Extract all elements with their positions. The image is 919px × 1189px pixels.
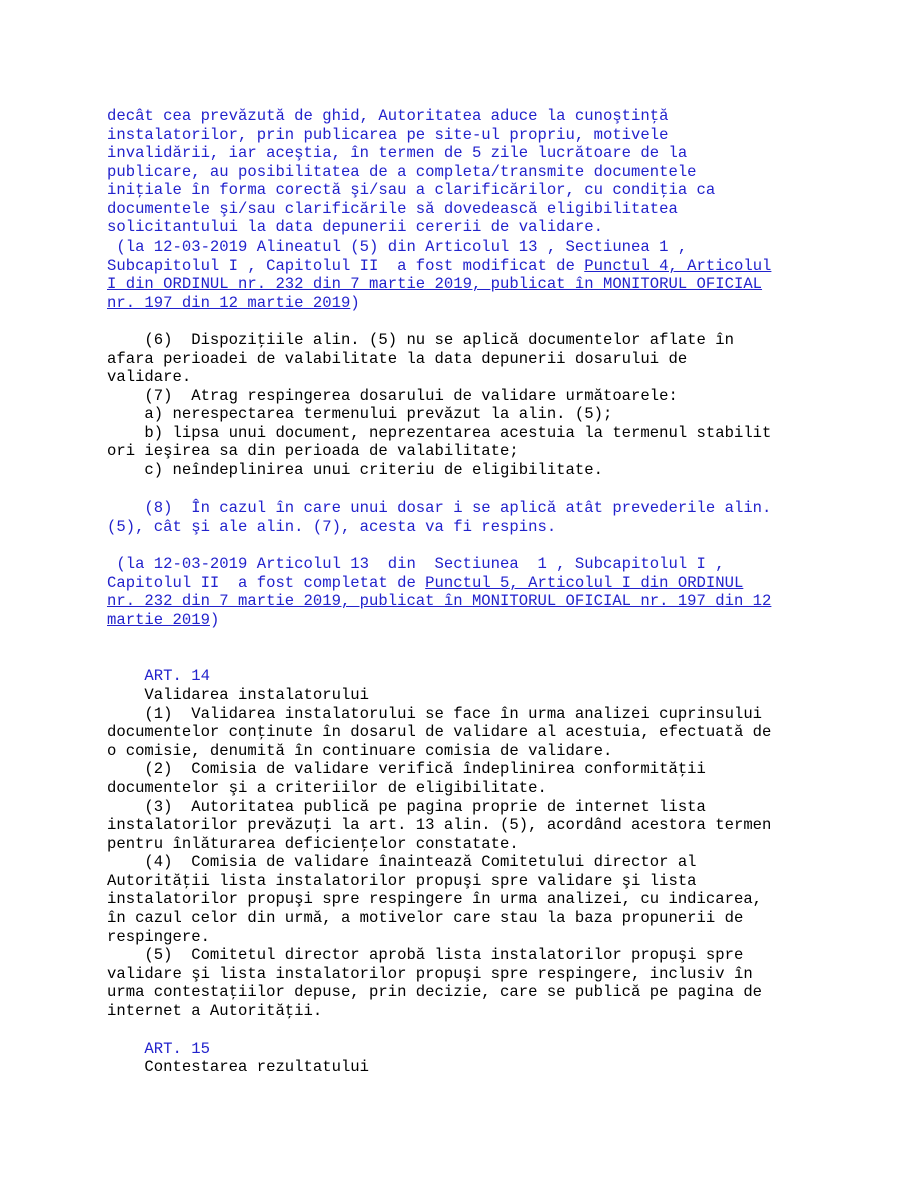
text-line: (7) Atrag respingerea dosarului de validare următoarele: — [107, 387, 678, 405]
amendment-note: (la 12-03-2019 Alineatul (5) din Articolul 13 , Sectiunea 1 , — [107, 238, 688, 256]
text-line: (4) Comisia de validare înaintează Comitetului director al — [107, 853, 697, 871]
note-text: Capitolul II a fost completat de — [107, 574, 426, 592]
text-line: afara perioadei de valabilitate la data depunerii dosarului de — [107, 350, 688, 368]
text-line: (6) Dispoziţiile alin. (5) nu se aplică documentelor aflate în — [107, 331, 734, 349]
text-line: ori ieşirea sa din perioada de valabilitate; — [107, 442, 519, 460]
text-line: (8) În cazul în care unui dosar i se aplică atât prevederile alin. — [107, 499, 772, 517]
amendment-link[interactable]: Punctul 5, Articolul I din ORDINUL — [425, 574, 744, 592]
amendment-note — [107, 257, 771, 276]
text-line: documentelor conţinute în dosarul de validare al acestuia, efectuată de — [107, 723, 772, 741]
text-line: (5), cât şi ale alin. (7), acesta va fi respins. — [107, 518, 557, 536]
amendment-link[interactable]: Punctul 4, Articolul — [584, 257, 772, 275]
text-line: (1) Validarea instalatorului se face în urma analizei cuprinsului — [107, 705, 763, 723]
text-line: (3) Autoritatea publică pe pagina proprie de internet lista — [107, 798, 706, 816]
text-line: instalatorilor prevăzuţi la art. 13 alin. (5), acordând acestora termen — [107, 816, 772, 834]
amendment-link[interactable]: nr. 197 din 12 martie 2019 — [107, 294, 351, 312]
text-line: în cazul celor din urmă, a motivelor care stau la baza propunerii de — [107, 909, 744, 927]
note-text: Subcapitolul I , Capitolul II a fost modificat de — [107, 257, 585, 275]
text-line: internet a Autorităţii. — [107, 1002, 323, 1020]
text-line: Autorităţii lista instalatorilor propuşi spre validare şi lista — [107, 872, 697, 890]
amendment-note — [107, 592, 771, 611]
text-line: o comisie, denumită în continuare comisia de validare. — [107, 742, 613, 760]
text-line: (2) Comisia de validare verifică îndeplinirea conformităţii — [107, 760, 706, 778]
amendment-note — [107, 611, 219, 630]
text-line: (5) Comitetul director aprobă lista instalatorilor propuşi spre — [107, 946, 744, 964]
amendment-note — [107, 275, 762, 294]
text-line: invalidării, iar aceştia, în termen de 5 zile lucrătoare de la — [107, 144, 688, 162]
text-line: a) nerespectarea termenului prevăzut la alin. (5); — [107, 405, 613, 423]
amendment-link[interactable]: nr. 232 din 7 martie 2019, publicat în MONITORUL OFICIAL nr. 197 din 12 — [107, 592, 772, 610]
text-line: decât cea prevăzută de ghid, Autoritatea aduce la cunoştinţă — [107, 107, 669, 125]
text-line: solicitantului la data depunerii cererii de validare. — [107, 218, 603, 236]
text-line: documentelor şi a criteriilor de eligibilitate. — [107, 779, 547, 797]
amendment-note — [107, 294, 360, 313]
amendment-note: (la 12-03-2019 Articolul 13 din Sectiunea 1 , Subcapitolul I , — [107, 555, 725, 573]
text-line: instalatorilor propuşi spre respingere în urma analizei, cu indicarea, — [107, 890, 763, 908]
text-line: urma contestaţiilor depuse, prin decizie, care se publică pe pagina de — [107, 983, 763, 1001]
text-line: documentele şi/sau clarificările să dovedească eligibilitatea — [107, 200, 678, 218]
article-title: Contestarea rezultatului — [107, 1058, 370, 1076]
amendment-link[interactable]: martie 2019 — [107, 611, 210, 629]
text-line: publicare, au posibilitatea de a completa/transmite documentele — [107, 163, 697, 181]
amendment-link[interactable]: I din ORDINUL nr. 232 din 7 martie 2019, publicat în MONITORUL OFICIAL — [107, 275, 763, 293]
text-line: b) lipsa unui document, neprezentarea acestuia la termenul stabilit — [107, 424, 772, 442]
note-text: ) — [350, 294, 360, 312]
text-line: respingere. — [107, 928, 210, 946]
article-heading: ART. 15 — [107, 1040, 210, 1058]
text-line: validare. — [107, 368, 192, 386]
text-line: instalatorilor, prin publicarea pe site-ul propriu, motivele — [107, 126, 669, 144]
text-line: c) neîndeplinirea unui criteriu de eligibilitate. — [107, 461, 603, 479]
text-line: validare şi lista instalatorilor propuşi spre respingere, inclusiv în — [107, 965, 753, 983]
text-line: iniţiale în forma corectă şi/sau a clarificărilor, cu condiţia ca — [107, 181, 716, 199]
text-line: pentru înlăturarea deficienţelor constatate. — [107, 835, 519, 853]
article-title: Validarea instalatorului — [107, 686, 370, 704]
amendment-note — [107, 574, 743, 593]
article-heading: ART. 14 — [107, 667, 210, 685]
note-text: ) — [209, 611, 220, 629]
